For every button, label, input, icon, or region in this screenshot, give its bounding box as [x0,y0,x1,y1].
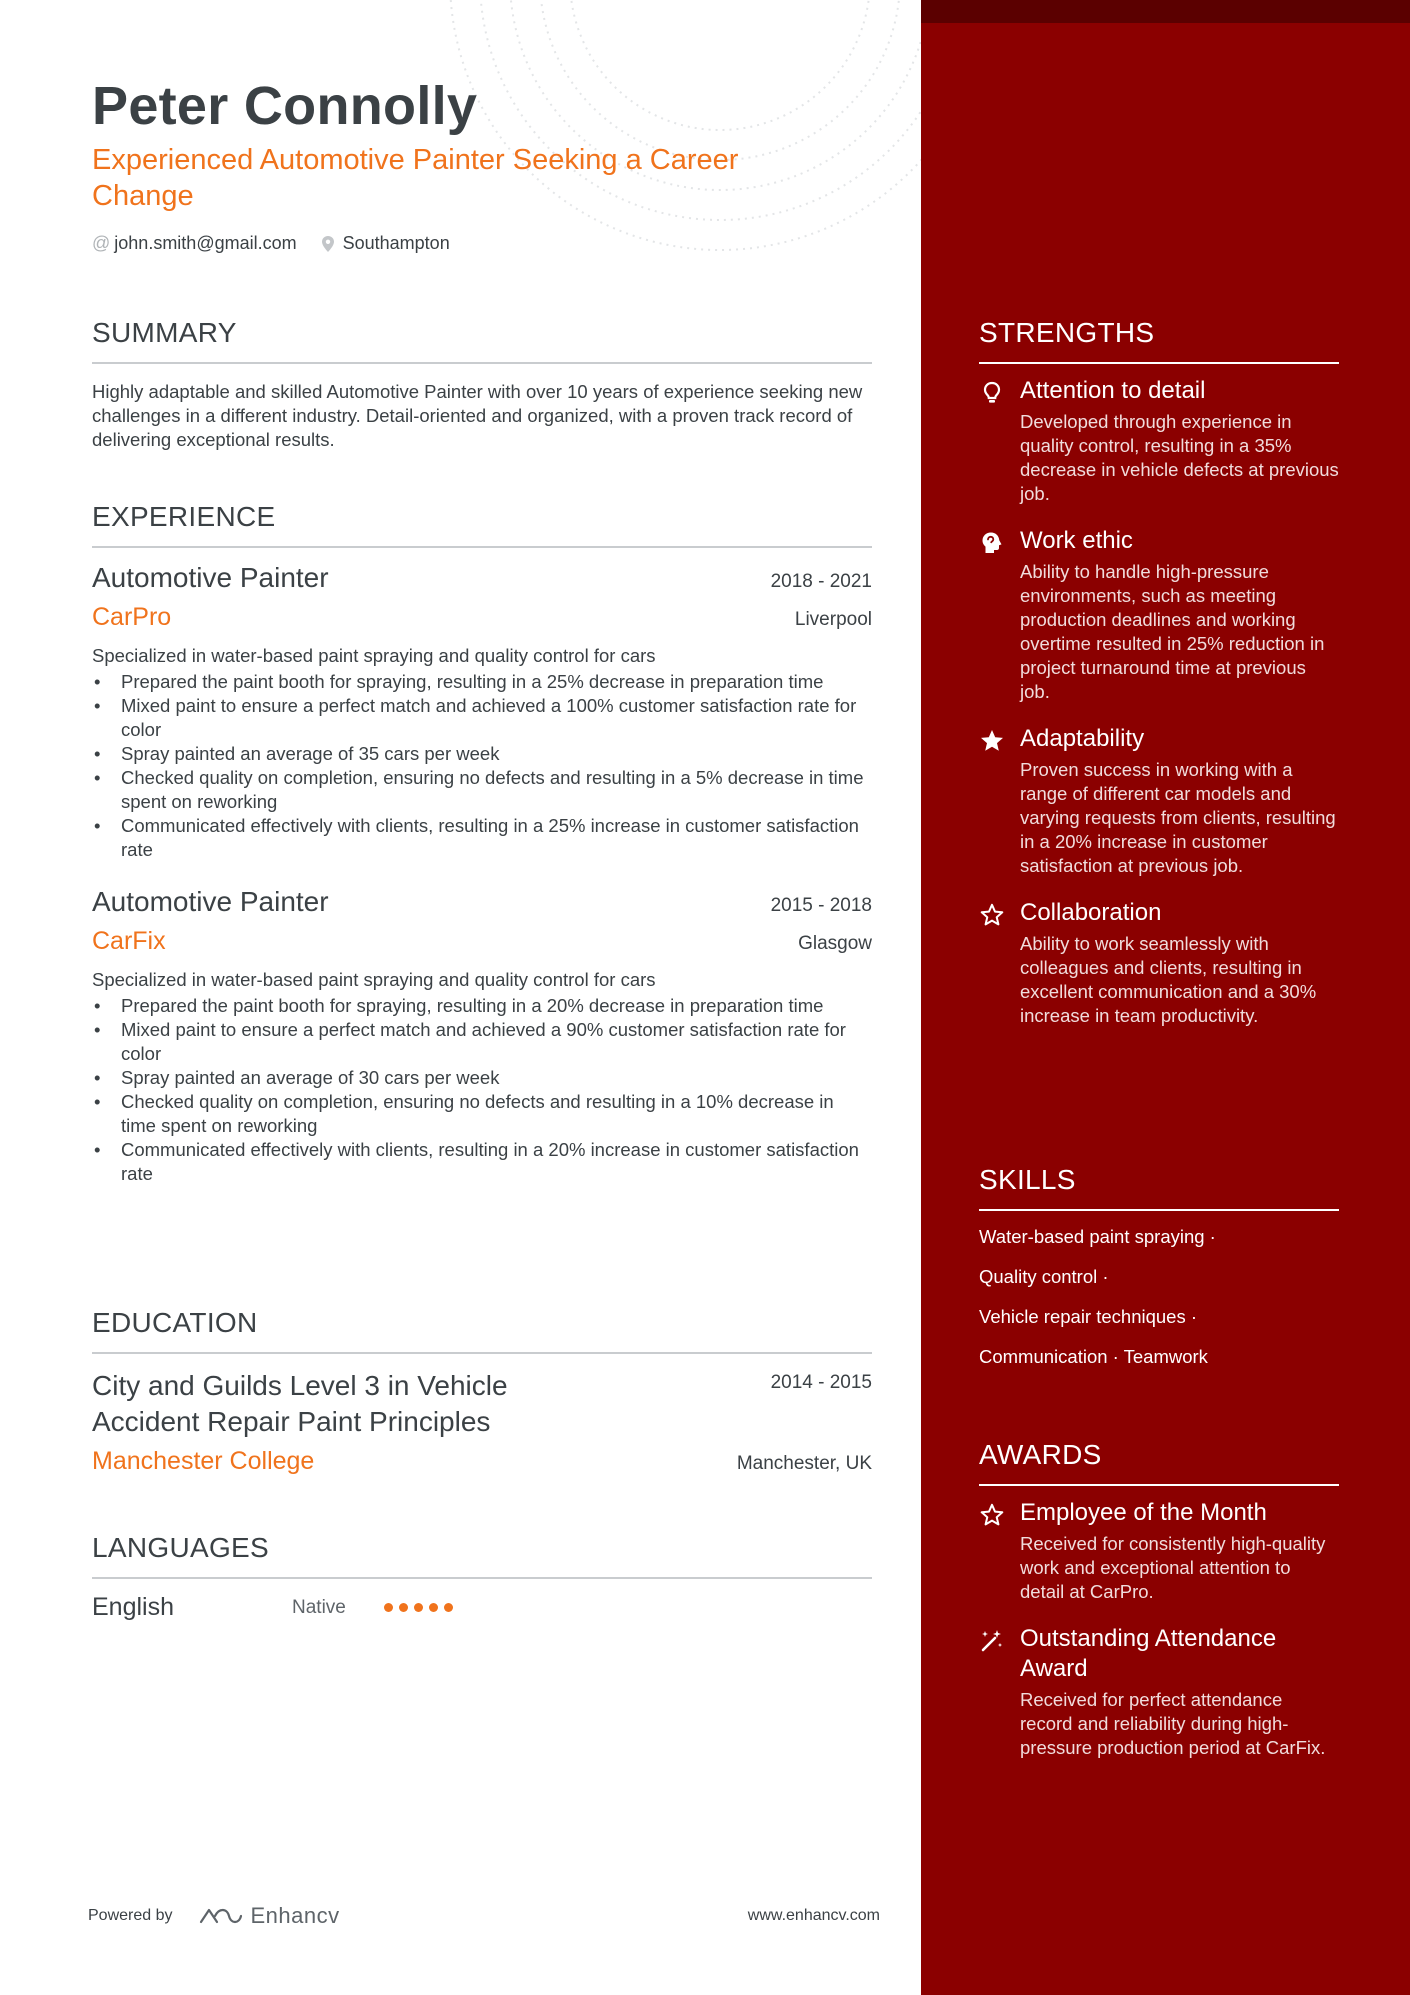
job-description: Specialized in water-based paint spraying and quality control for cars [92,645,656,666]
star-outline-icon [979,1502,1005,1528]
powered-by [88,1903,340,1929]
star-filled-icon [979,728,1005,754]
job-company: CarFix [92,927,166,955]
award-item [979,1624,1339,1760]
brand-name: Enhancv [250,1903,340,1928]
award-item [979,1498,1339,1604]
enhancv-logo-icon [197,1904,243,1928]
strength-description: Proven success in working with a range of different car models and varying requests from clients, resulting in a 20% increase in customer satisfaction at previous job. [1020,759,1336,876]
strength-title: Collaboration [1020,899,1162,926]
strength-title: Adaptability [1020,725,1145,752]
award-title: Employee of the Month [1020,1499,1267,1526]
job-company: CarPro [92,603,172,631]
strength-item [979,376,1339,506]
proficiency-dot [429,1603,438,1612]
language-name: English [92,1593,174,1621]
job-bullets [92,670,872,862]
email-text: john.smith@gmail.com [114,233,297,253]
languages-section [92,1531,872,1622]
star-outline-icon [979,902,1005,928]
experience-entry [92,884,872,1186]
list-item: • Spray painted an average of 30 cars per week [92,1066,872,1090]
job-location: Glasgow [798,933,872,954]
language-level: Native [292,1596,346,1618]
strength-item [979,898,1339,1028]
experience-entry [92,560,872,862]
skill-line: Communication · Teamwork [979,1346,1208,1367]
at-sign-icon: @ [92,233,111,253]
sidebar-column [921,0,1410,1995]
list-item: • Checked quality on completion, ensuring no defects and resulting in a 10% decrease in time spent on reworking [92,1090,872,1138]
languages-title: LANGUAGES [92,1531,872,1579]
job-location: Liverpool [794,609,872,630]
proficiency-dots [384,1603,459,1612]
email-contact[interactable] [92,233,297,254]
experience-title: EXPERIENCE [92,500,872,548]
list-item: • Prepared the paint booth for spraying, resulting in a 25% decrease in preparation time [92,670,872,694]
awards-title: AWARDS [979,1438,1339,1486]
footer-url[interactable]: www.enhancv.com [747,1907,880,1924]
skill-line: Quality control · [979,1266,1109,1287]
footer [88,1903,880,1929]
list-item: • Communicated effectively with clients, resulting in a 25% increase in customer satisfaction rate [92,814,872,862]
skill-line: Water-based paint spraying · [979,1226,1216,1247]
school-name: Manchester College [92,1447,315,1475]
list-item: • Checked quality on completion, ensuring no defects and resulting in a 5% decrease in time spent on reworking [92,766,872,814]
wand-icon [979,1628,1005,1654]
skills-section [979,1163,1339,1369]
proficiency-dot [444,1603,453,1612]
strength-description: Developed through experience in quality control, resulting in a 35% decrease in vehicle defects at previous job. [1020,411,1339,504]
list-item: • Prepared the paint booth for spraying, resulting in a 20% decrease in preparation time [92,994,872,1018]
education-section [92,1306,872,1478]
list-item: • Communicated effectively with clients, resulting in a 20% increase in customer satisfaction rate [92,1138,872,1186]
school-location: Manchester, UK [736,1453,872,1474]
strength-item [979,526,1339,704]
job-bullets [92,994,872,1186]
strength-title: Work ethic [1020,527,1133,554]
resume-header [92,74,872,254]
award-description: Received for perfect attendance record and reliability during high-pressure production period at CarFix. [1020,1689,1326,1758]
job-title: Automotive Painter [92,886,329,917]
lightbulb-icon [979,380,1005,406]
job-dates: 2018 - 2021 [770,571,872,592]
education-title: EDUCATION [92,1306,872,1354]
location-text: Southampton [342,233,450,253]
education-dates: 2014 - 2015 [770,1372,872,1393]
award-title: Outstanding Attendance Award [1020,1625,1277,1682]
powered-by-text: Powered by [88,1907,173,1924]
job-title: Automotive Painter [92,562,329,593]
location-contact [319,233,450,254]
list-item: • Mixed paint to ensure a perfect match and achieved a 90% customer satisfaction rate for color [92,1018,872,1066]
contact-info [92,233,872,254]
skills-title: SKILLS [979,1163,1339,1211]
list-item: • Spray painted an average of 35 cars per week [92,742,872,766]
sidebar-top-bar [921,0,1410,23]
candidate-tagline: Experienced Automotive Painter Seeking a Career Change [92,144,739,212]
strength-title: Attention to detail [1020,377,1206,404]
strength-description: Ability to handle high-pressure environments, such as meeting production deadlines and working overtime resulted in 25% reduction in project turnaround time at previous job. [1020,561,1325,702]
experience-section [92,500,872,1186]
strength-item [979,724,1339,878]
summary-title: SUMMARY [92,316,872,364]
proficiency-dot [384,1603,393,1612]
award-description: Received for consistently high-quality work and exceptional attention to detail at CarPro. [1020,1533,1326,1602]
skill-line: Vehicle repair techniques · [979,1306,1198,1327]
proficiency-dot [399,1603,408,1612]
job-dates: 2015 - 2018 [770,895,872,916]
location-pin-icon [321,235,335,253]
awards-section [979,1438,1339,1760]
language-row [92,1593,872,1622]
job-description: Specialized in water-based paint spraying and quality control for cars [92,969,656,990]
enhancv-logo[interactable] [197,1903,340,1929]
strengths-section [979,316,1339,1028]
summary-section [92,316,872,452]
strength-description: Ability to work seamlessly with colleagues and clients, resulting in excellent communication and a 30% increase in team productivity. [1020,933,1317,1026]
strengths-title: STRENGTHS [979,316,1339,364]
proficiency-dot [414,1603,423,1612]
summary-text: Highly adaptable and skilled Automotive Painter with over 10 years of experience seeking new challenges in a different industry. Detail-oriented and organized, with a proven track record of delivering exceptional results. [92,381,863,450]
head-brain-icon [979,530,1005,556]
candidate-name: Peter Connolly [92,76,478,136]
degree-title: City and Guilds Level 3 in Vehicle Accident Repair Paint Principles [92,1370,508,1437]
list-item: • Mixed paint to ensure a perfect match and achieved a 100% customer satisfaction rate for color [92,694,872,742]
